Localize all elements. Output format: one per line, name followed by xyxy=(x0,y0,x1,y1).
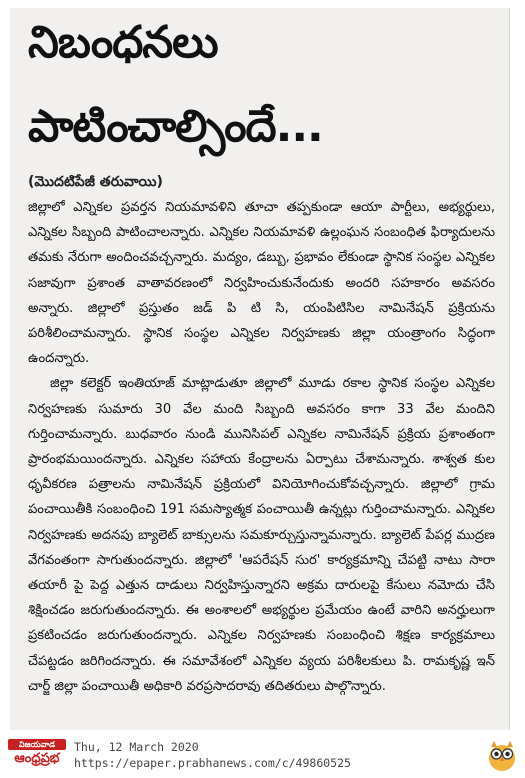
andhraprabha-logo[interactable] xyxy=(8,739,66,773)
headline-line-1: నిబంధనలు xyxy=(28,17,218,68)
source-url[interactable]: https://epaper.prabhanews.com/c/49860525 xyxy=(74,756,351,770)
article-paragraph: జిల్లాలో ఎన్నికల ప్రవర్తన నియమావళిని తూచా తప్పకుండా ఆయా పార్టీలు, అభ్యర్థులు, ఎన్నికల సిబ్బంది పాటించాలన్నారు. ఎన్నికల నియమావళి ఉల్లంఘన సంబంధిత ఫిర్యాదులను తమకు నేరుగా అందించవచ్చన్నారు. మద్యం, డబ్బు, ప్రభావం లేకుండా స్థానిక సంస్థల ఎన్నికల సజావుగా ప్రశాంత వాతావరణంలో నిర్వహించుకునేందుకు అందరి సహకారం అవసరం అన్నారు. జిల్లాలో ప్రస్తుతం జడ్ పి టి సి, యంపిటిసిల నామినేషన్ ప్రక్రియను పరిశీలించామన్నారు. స్థానిక సంస్థల ఎన్నికల నిర్వహణకు జిల్లా యంత్రాంగం సిద్ధంగా ఉందన్నారు. xyxy=(28,200,495,367)
footer-meta xyxy=(74,739,351,771)
owl-icon[interactable] xyxy=(485,739,519,773)
headline-line-2: పాటించాల్సిందే... xyxy=(28,101,323,152)
edition-tag: విజయవాడ xyxy=(8,739,66,750)
issue-date: Thu, 12 March 2020 xyxy=(74,740,199,754)
continuation-note: (మొదటిపేజీ తరువాయి) xyxy=(28,174,163,190)
brand-name: ఆంధ్రప్రభ xyxy=(14,751,60,766)
page-footer xyxy=(0,735,525,778)
news-clipping xyxy=(10,8,510,730)
article-body xyxy=(10,195,509,699)
article-paragraph: జిల్లా కలెక్టర్ ఇంతియాజ్ మాట్లాడుతూ జిల్లాలో మూడు రకాల స్థానిక సంస్థల ఎన్నికల నిర్వహణకు సుమారు 30 వేల మంది సిబ్బంది అవసరం కాగా 33 వేల మందిని గుర్తించామన్నారు. బుధవారం నుండి మునిసిపల్ ఎన్నికల నామినేషన్ ప్రక్రియ ప్రశాంతంగా ప్రారంభమయిందన్నారు. ఎన్నికల సహాయ కేంద్రాలను ఏర్పాటు చేశామన్నారు. శాశ్వత కుల ధృవీకరణ పత్రాలను నామినేషన్ ప్రక్రియలో వినియోగించుకోవచ్చన్నారు. జిల్లాలో గ్రామ పంచాయితీకి సంబంధించి 191 సమస్యాత్మక పంచాయితీ ఉన్నట్లు గుర్తించామన్నారు. ఎన్నికల నిర్వహణకు అదనపు బ్యాలెట్ బాక్సులను సమకూర్చుస్తున్నామన్నారు. బ్యాలెట్ పేపర్ల ముద్రణ వేగవంతంగా సాగుతుందన్నారు. జిల్లాలో 'ఆపరేషన్ సుర' కార్యక్రమాన్ని చేపట్టి నాటు సారా తయారీ పై పెద్ద ఎత్తున దాడులు నిర్వహిస్తున్నారని అక్రమ దారులపై కేసులు నమోదు చేసి శిక్షించడం జరుగుతుందన్నారు. ఈ అంశాలలో అభ్యర్థుల ప్రమేయం ఉంటే వారిని అనర్హులుగా ప్రకటించడం జరుగుతుందన్నారు. ఎన్నికల నిర్వహణకు సంబంధించి శిక్షణ కార్యక్రమాలు చేపట్టడం జరిగిందన్నారు. ఈ సమావేశంలో ఎన్నికల వ్యయ పరిశీలకులు పి. రామకృష్ణ ఇన్ చార్జ్ జిల్లా పంచాయితీ అధికారి వరప్రసాదరావు తదితరులు పాల్గొన్నారు. xyxy=(28,376,495,694)
